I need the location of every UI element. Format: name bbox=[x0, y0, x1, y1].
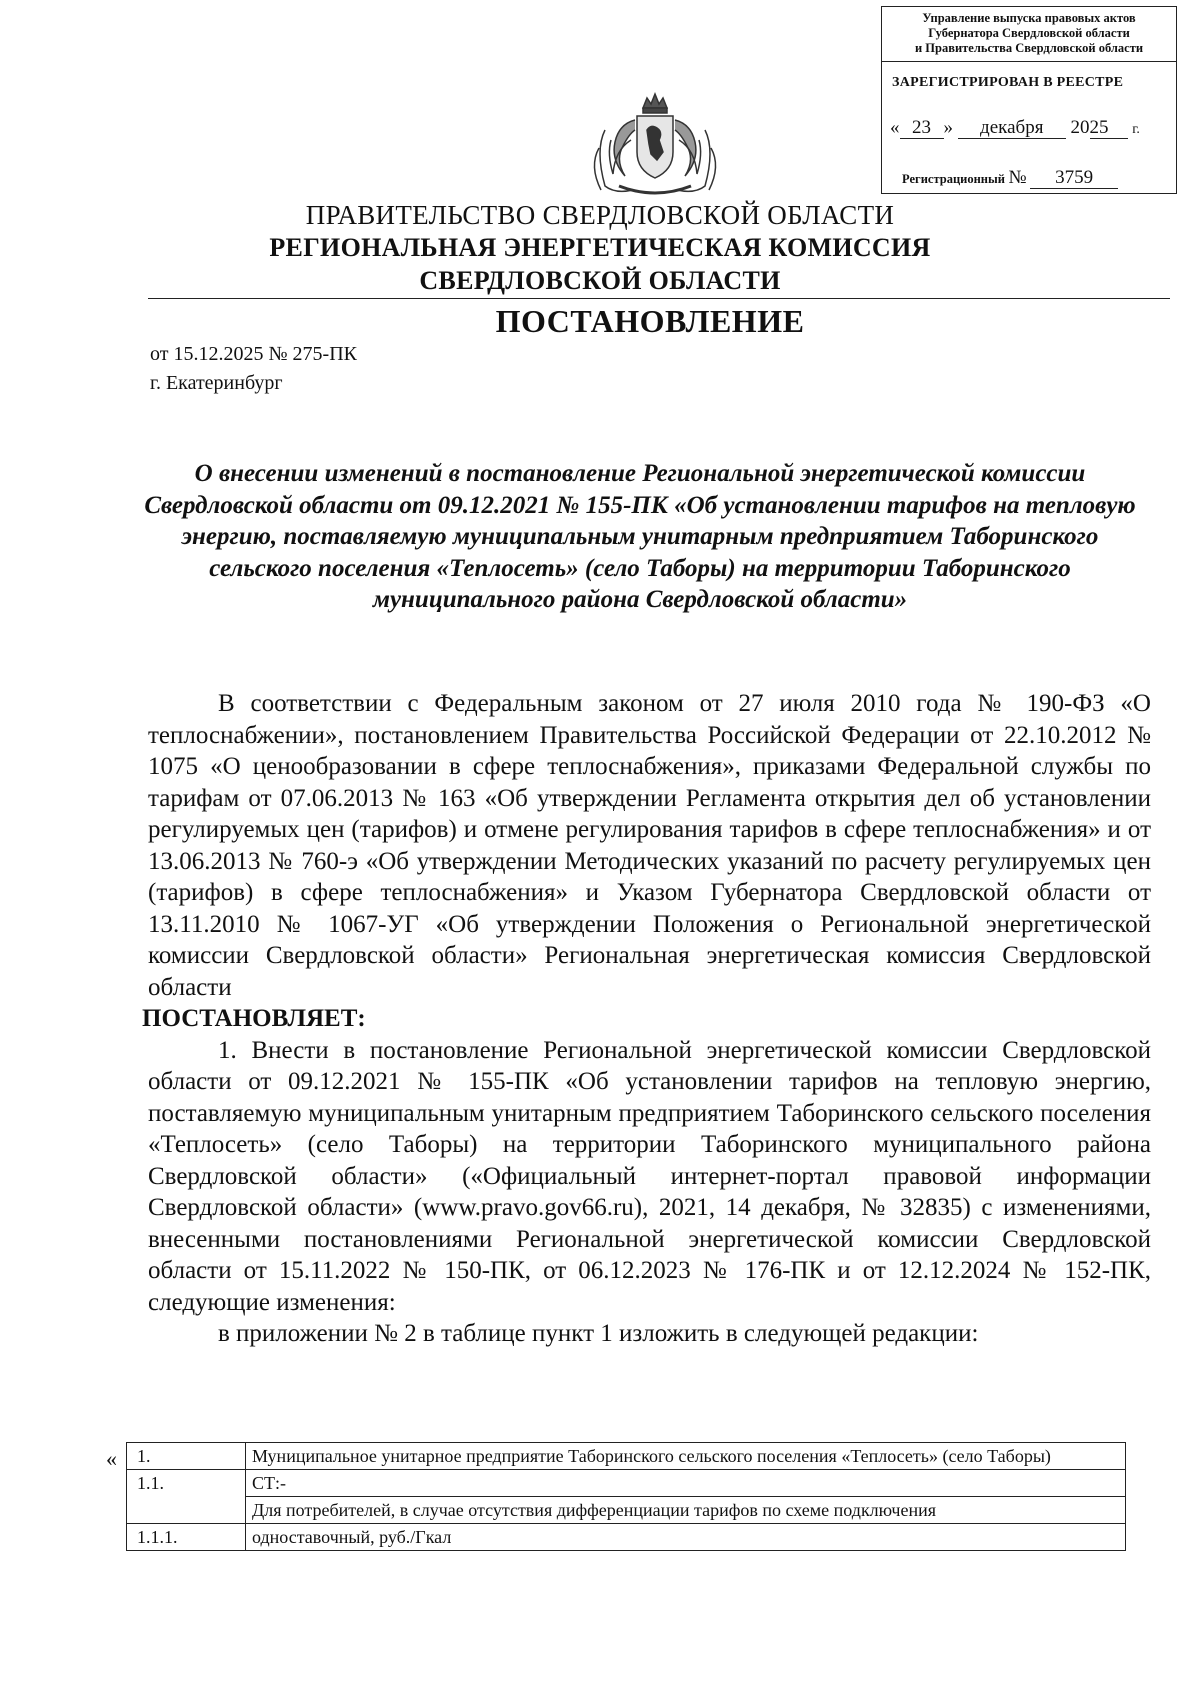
table-row bbox=[127, 1443, 1126, 1470]
table-row bbox=[127, 1524, 1126, 1551]
appendix-intro: в приложении № 2 в таблице пункт 1 изложить в следующей редакции: bbox=[218, 1320, 979, 1347]
stamp-header-line: Управление выпуска правовых актов bbox=[922, 11, 1136, 25]
resolves-heading: ПОСТАНОВЛЯЕТ: bbox=[142, 1005, 366, 1032]
document-city: г. Екатеринбург bbox=[150, 372, 283, 394]
row-text: Для потребителей, в случае отсутствия дифференциации тарифов по схеме подключения bbox=[246, 1497, 1126, 1524]
document-date-number: от 15.12.2025 № 275-ПК bbox=[150, 343, 358, 365]
stamp-registered-label: ЗАРЕГИСТРИРОВАН В РЕЕСТРЕ bbox=[892, 75, 1124, 90]
stamp-reg-number bbox=[902, 167, 1118, 189]
stamp-header-line: и Правительства Свердловской области bbox=[914, 41, 1144, 55]
table-open-quote: « bbox=[106, 1446, 117, 1471]
government-name: ПРАВИТЕЛЬСТВО СВЕРДЛОВСКОЙ ОБЛАСТИ bbox=[305, 200, 895, 230]
row-text: одноставочный, руб./Гкал bbox=[246, 1524, 1126, 1551]
tariff-table bbox=[126, 1442, 1126, 1551]
stamp-day: 23 bbox=[900, 118, 944, 139]
coat-of-arms-emblem bbox=[585, 90, 725, 202]
date-quote-close: » bbox=[943, 117, 953, 138]
stamp-year-abbr: г. bbox=[1132, 122, 1140, 137]
row-number: 1.1.1. bbox=[127, 1524, 246, 1551]
row-number: 1. bbox=[127, 1443, 246, 1470]
table-row bbox=[127, 1497, 1126, 1524]
stamp-reg-number-value: 3759 bbox=[1030, 168, 1118, 189]
commission-name-line2: СВЕРДЛОВСКОЙ ОБЛАСТИ bbox=[419, 266, 781, 295]
registration-stamp bbox=[881, 6, 1177, 194]
stamp-date bbox=[890, 117, 1140, 139]
row-text: Муниципальное унитарное предприятие Таборинского сельского поселения «Теплосеть» (село Таборы) bbox=[246, 1443, 1126, 1470]
stamp-month: декабря bbox=[958, 118, 1066, 139]
item-1-paragraph: 1. Внести в постановление Региональной энергетической комиссии Свердловской области от 09.12.2021 № 155-ПК «Об установлении тарифов на тепловую энергию, поставляемую муниципальным унитарным предприятием Таборинского сельского поселения «Теплосеть» (село Таборы) на территории Таборинского муниципального района Свердловской области» («Официальный интернет-портал правовой информации Свердловской области» (www.pravo.gov66.ru), 2021, 14 декабря, № 32835) с изменениями, внесенными постановлениями Региональной энергетической комиссии Свердловской области от 15.11.2022 № 150-ПК, от 06.12.2023 № 176-ПК и от 12.12.2024 № 152-ПК, следующие изменения: bbox=[148, 1036, 1151, 1316]
preamble-paragraph: В соответствии с Федеральным законом от 27 июля 2010 года № 190-ФЗ «О теплоснабжении», постановлением Правительства Российской Федерации от 22.10.2012 № 1075 «О ценообразовании в сфере теплоснабжения», приказами Федеральной службы по тарифам от 07.06.2013 № 163 «Об утверждении Регламента открытия дел об установлении регулируемых цен (тарифов) и отмене регулирования тарифов в сфере теплоснабжения» и от 13.06.2013 № 760-э «Об утверждении Методических указаний по расчету регулируемых цен (тарифов) в сфере теплоснабжения» и Указом Губернатора Свердловской области от 13.11.2010 № 1067-УГ «Об утверждении Положения о Региональной энергетической комиссии Свердловской области» Региональная энергетическая комиссия Свердловской области bbox=[148, 690, 1151, 1001]
row-text: СТ:- bbox=[246, 1470, 1126, 1497]
document-body bbox=[142, 688, 1151, 1350]
stamp-year-prefix: 20 bbox=[1070, 117, 1090, 138]
date-quote-open: « bbox=[890, 117, 900, 138]
stamp-header-line: Губернатора Свердловской области bbox=[928, 26, 1130, 40]
stamp-header bbox=[882, 7, 1176, 62]
commission-name-line1: РЕГИОНАЛЬНАЯ ЭНЕРГЕТИЧЕСКАЯ КОМИССИЯ bbox=[269, 233, 931, 262]
stamp-year-suffix: 25 bbox=[1090, 118, 1128, 139]
document-title: О внесении изменений в постановление Региональной энергетической комиссии Свердловской области от 09.12.2021 № 155-ПК «Об установлении тарифов на тепловую энергию, поставляемую муниципальным унитарным предприятием Таборинского сельского поселения «Теплосеть» (село Таборы) на территории Таборинского муниципального района Свердловской области» bbox=[144, 460, 1136, 613]
header-divider bbox=[148, 298, 1170, 299]
stamp-reg-number-label: Регистрационный bbox=[902, 172, 1005, 186]
row-number: 1.1. bbox=[127, 1470, 246, 1524]
number-sign: № bbox=[1008, 167, 1027, 188]
table-row bbox=[127, 1470, 1126, 1497]
document-type: ПОСТАНОВЛЕНИЕ bbox=[495, 303, 805, 339]
